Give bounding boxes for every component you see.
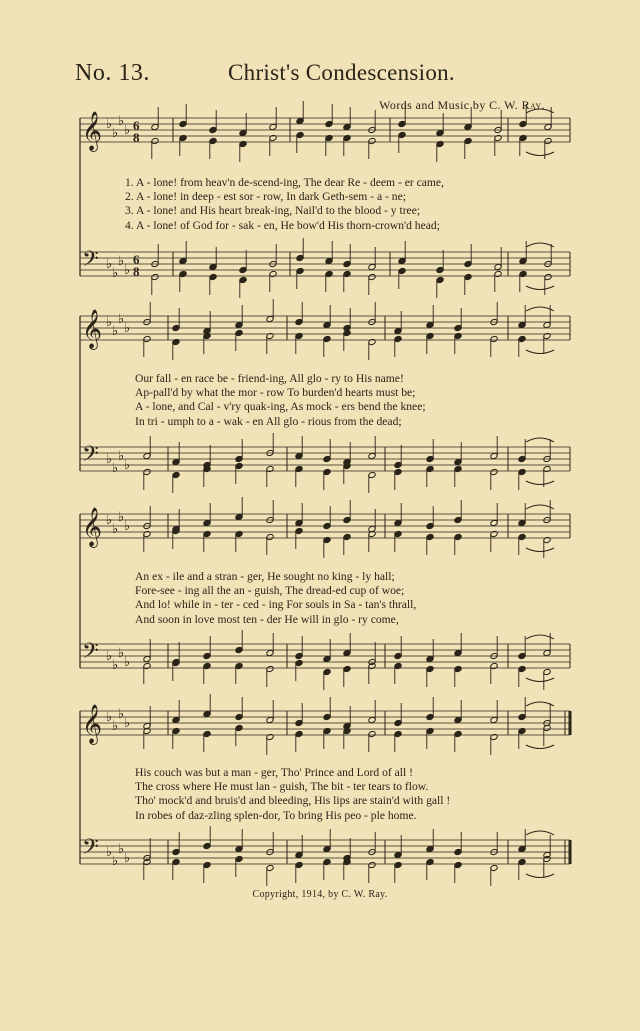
flat-icon: ♭ [112, 522, 119, 537]
credit-name: Ray. [521, 98, 545, 112]
flat-icon: ♭ [112, 658, 119, 673]
flat-icon: ♭ [112, 854, 119, 869]
time-signature-bottom: 8 [133, 130, 140, 145]
treble-clef-icon: 𝄞 [82, 507, 103, 547]
time-signature-top: 6 [133, 118, 140, 133]
flat-icon: ♭ [112, 461, 119, 476]
flat-icon: ♭ [124, 123, 131, 138]
flat-icon: ♭ [124, 716, 131, 731]
bass-clef-icon: 𝄢 [82, 247, 99, 277]
flat-icon: ♭ [124, 263, 131, 278]
lyric-line: And lo! while in - ter - ced - ing For souls in Sa - tan's thrall, [135, 598, 417, 612]
bass-clef-icon: 𝄢 [82, 442, 99, 472]
treble-clef-icon: 𝄞 [82, 704, 103, 744]
flat-icon: ♭ [124, 655, 131, 670]
tie-arc [526, 831, 554, 835]
flat-icon: ♭ [124, 851, 131, 866]
flat-icon: ♭ [118, 646, 125, 661]
tie-arc [526, 286, 554, 290]
flat-icon: ♭ [124, 321, 131, 336]
hymn-number: No. 13. [75, 60, 150, 86]
flat-icon: ♭ [112, 324, 119, 339]
flat-icon: ♭ [106, 710, 113, 725]
flat-icon: ♭ [106, 117, 113, 132]
lyric-line: Fore-see - ing all the an - guish, The dread-ed cup of woe; [135, 584, 405, 598]
flat-icon: ♭ [112, 266, 119, 281]
lyric-line: In robes of daz-zling splen-dor, To bring His peo - ple home. [135, 808, 417, 822]
lyric-line: 4. A - lone! of God for - sak - en, He bow'd His thorn-crown'd head; [125, 218, 440, 232]
lyric-line: 1. A - lone! from heav'n de-scend-ing, The dear Re - deem - er came, [125, 176, 444, 189]
tie-arc [526, 548, 554, 552]
flat-icon: ♭ [106, 257, 113, 272]
hymn-title: Christ's Condescension. [228, 60, 455, 85]
copyright-notice: Copyright, 1914, by C. W. Ray. [252, 889, 388, 900]
flat-icon: ♭ [118, 842, 125, 857]
lyrics-system-3 [135, 570, 565, 627]
flat-icon: ♭ [118, 114, 125, 129]
flat-icon: ♭ [112, 719, 119, 734]
lyric-line: 2. A - lone! in deep - est sor - row, In dark Geth-sem - a - ne; [125, 190, 406, 204]
flat-icon: ♭ [118, 510, 125, 525]
tie-arc [526, 109, 554, 113]
credit-prefix: Words and Music by C. W. [379, 98, 519, 112]
flat-icon: ♭ [118, 312, 125, 327]
lyrics-system-1 [125, 176, 555, 233]
bass-clef-icon: 𝄢 [82, 639, 99, 669]
lyric-line: Tho' mock'd and bruis'd and bleeding, His lips are stain'd with gall ! [135, 794, 451, 808]
flat-icon: ♭ [112, 126, 119, 141]
bass-clef-icon: 𝄢 [82, 835, 99, 865]
flat-icon: ♭ [106, 315, 113, 330]
lyric-line: In tri - umph to a - wak - en All glo - rious from the dead; [135, 414, 402, 428]
lyric-line: The cross where He must lan - guish, The bit - ter tears to flow. [135, 780, 429, 794]
tie-arc [526, 152, 554, 156]
flat-icon: ♭ [106, 649, 113, 664]
lyric-line: His couch was but a man - ger, Tho' Prince and Lord of all ! [135, 766, 413, 779]
lyric-line: Our fall - en race be - friend-ing, All glo - ry to His name! [135, 372, 404, 385]
lyric-line: 3. A - lone! and His heart break-ing, Nail'd to the blood - y tree; [125, 204, 421, 218]
flat-icon: ♭ [106, 513, 113, 528]
tie-arc [526, 874, 554, 878]
treble-clef-icon: 𝄞 [82, 309, 103, 349]
flat-icon: ♭ [124, 519, 131, 534]
tie-arc [526, 481, 554, 485]
lyric-line: Ap-pall'd by what the mor - row To burden'd hearts must be; [135, 386, 416, 400]
flat-icon: ♭ [106, 452, 113, 467]
tie-arc [526, 243, 554, 247]
flat-icon: ♭ [118, 254, 125, 269]
tie-arc [526, 350, 554, 354]
flat-icon: ♭ [106, 845, 113, 860]
flat-icon: ♭ [118, 449, 125, 464]
lyric-line: An ex - ile and a stran - ger, He sought no king - ly hall; [135, 570, 395, 583]
flat-icon: ♭ [118, 707, 125, 722]
lyrics-system-4 [135, 766, 565, 823]
tie-arc [526, 678, 554, 682]
tie-arc [526, 745, 554, 749]
flat-icon: ♭ [124, 458, 131, 473]
time-signature-bottom: 8 [133, 264, 140, 279]
lyric-line: A - lone, and Cal - v'ry quak-ing, As mock - ers bend the knee; [135, 400, 426, 414]
time-signature-top: 6 [133, 252, 140, 267]
treble-clef-icon: 𝄞 [82, 111, 103, 151]
lyric-line: And soon in love most ten - der He will in glo - ry come, [135, 612, 399, 626]
lyrics-system-2 [135, 372, 565, 429]
